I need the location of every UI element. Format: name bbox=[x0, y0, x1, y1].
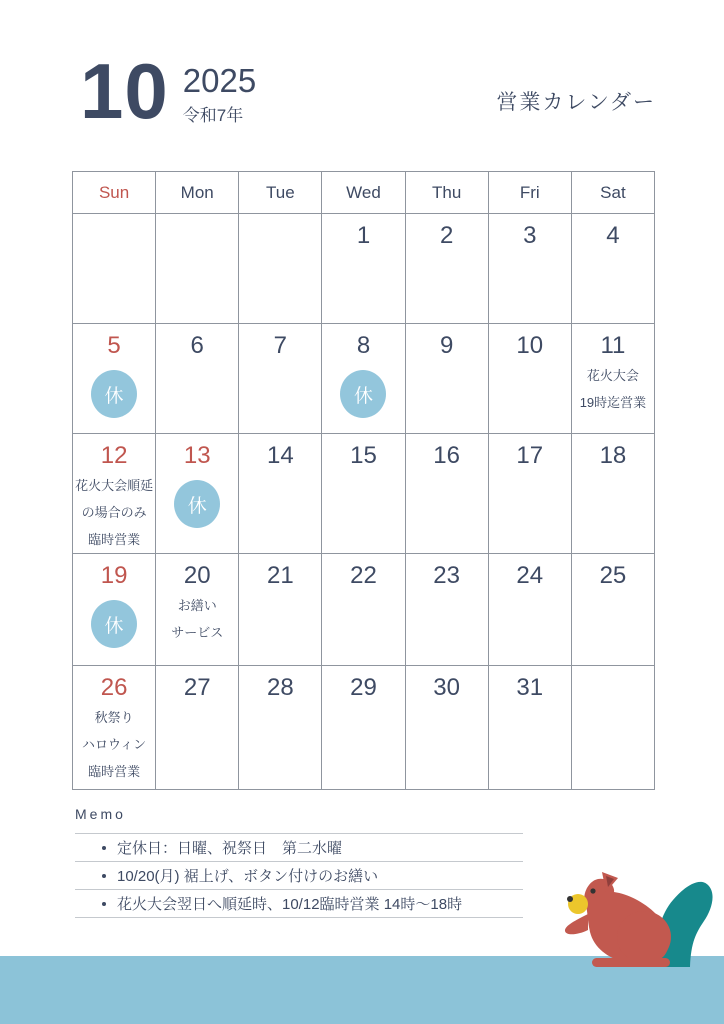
page-title: 営業カレンダー bbox=[496, 91, 656, 114]
day-number: 8 bbox=[356, 332, 371, 359]
day-cell-10 bbox=[488, 324, 571, 434]
squirrel-eye bbox=[590, 888, 595, 893]
closed-day-badge: 休 bbox=[91, 600, 137, 648]
day-number: 22 bbox=[350, 562, 377, 589]
week-row bbox=[73, 434, 655, 554]
day-note: 19時迄営業 bbox=[579, 395, 647, 410]
day-number: 11 bbox=[600, 332, 626, 359]
memo-item-text: 花火大会翌日へ順延時、10/12臨時営業 14時〜18時 bbox=[117, 896, 463, 913]
day-cell-26 bbox=[73, 666, 156, 790]
day-number: 12 bbox=[100, 442, 128, 469]
memo-section bbox=[75, 806, 523, 918]
day-number: 14 bbox=[267, 442, 294, 469]
day-cell-18 bbox=[571, 434, 654, 554]
calendar-body bbox=[73, 214, 655, 790]
day-number: 20 bbox=[183, 562, 211, 589]
year-label: 2025 bbox=[182, 62, 257, 99]
empty-day-cell bbox=[239, 214, 322, 324]
day-number: 19 bbox=[100, 562, 128, 589]
day-note: 臨時営業 bbox=[88, 764, 141, 779]
day-cell-1 bbox=[322, 214, 405, 324]
day-number: 29 bbox=[350, 674, 377, 701]
squirrel-haunch bbox=[617, 911, 671, 963]
day-cell-28 bbox=[239, 666, 322, 790]
day-note: ハロウィン bbox=[81, 737, 147, 752]
day-number: 5 bbox=[107, 332, 121, 359]
day-cell-7 bbox=[239, 324, 322, 434]
day-cell-25 bbox=[571, 554, 654, 666]
memo-list bbox=[75, 833, 523, 918]
memo-item bbox=[75, 862, 523, 890]
weekday-header-row bbox=[73, 172, 655, 214]
day-number: 13 bbox=[183, 442, 211, 469]
day-note: 花火大会 bbox=[586, 368, 639, 383]
memo-item bbox=[75, 834, 523, 862]
day-cell-8 bbox=[322, 324, 405, 434]
week-row bbox=[73, 554, 655, 666]
memo-item bbox=[75, 890, 523, 918]
day-note: サービス bbox=[171, 625, 224, 640]
calendar-table bbox=[72, 171, 655, 790]
day-cell-15 bbox=[322, 434, 405, 554]
squirrel-illustration bbox=[558, 870, 718, 970]
day-note: お繕い bbox=[177, 598, 217, 613]
day-cell-6 bbox=[156, 324, 239, 434]
closed-day-badge: 休 bbox=[91, 370, 137, 418]
closed-day-badge: 休 bbox=[340, 370, 386, 418]
day-number: 16 bbox=[433, 442, 460, 469]
day-cell-29 bbox=[322, 666, 405, 790]
day-number: 2 bbox=[439, 222, 454, 249]
day-number: 17 bbox=[516, 442, 544, 469]
day-cell-5 bbox=[73, 324, 156, 434]
weekday-header-fri: Fri bbox=[488, 172, 571, 214]
empty-day-cell bbox=[73, 214, 156, 324]
day-number: 31 bbox=[516, 674, 544, 701]
page-header bbox=[80, 47, 656, 135]
empty-day-cell bbox=[571, 666, 654, 790]
day-number: 24 bbox=[516, 562, 544, 589]
bullet-icon bbox=[102, 874, 106, 878]
day-number: 7 bbox=[273, 332, 288, 359]
week-row bbox=[73, 666, 655, 790]
day-cell-9 bbox=[405, 324, 488, 434]
day-cell-20 bbox=[156, 554, 239, 666]
day-number: 9 bbox=[439, 332, 454, 359]
day-cell-19 bbox=[73, 554, 156, 666]
day-number: 25 bbox=[599, 562, 627, 589]
weekday-header-mon: Mon bbox=[156, 172, 239, 214]
day-number: 30 bbox=[433, 674, 460, 701]
weekday-header-tue: Tue bbox=[239, 172, 322, 214]
day-cell-11 bbox=[571, 324, 654, 434]
day-note: 花火大会順延 bbox=[75, 478, 154, 493]
year-block bbox=[183, 64, 256, 126]
day-cell-2 bbox=[405, 214, 488, 324]
day-note: の場合のみ bbox=[81, 505, 147, 520]
day-cell-21 bbox=[239, 554, 322, 666]
era-year-label: 令和7年 bbox=[182, 106, 244, 125]
day-cell-14 bbox=[239, 434, 322, 554]
weekday-header-sun: Sun bbox=[73, 172, 156, 214]
memo-title: Memo bbox=[75, 806, 126, 822]
weekday-header-wed: Wed bbox=[322, 172, 405, 214]
day-note: 臨時営業 bbox=[88, 532, 141, 547]
day-cell-12 bbox=[73, 434, 156, 554]
day-cell-16 bbox=[405, 434, 488, 554]
day-cell-3 bbox=[488, 214, 571, 324]
squirrel-paw bbox=[565, 914, 588, 934]
weekday-header-sat: Sat bbox=[571, 172, 654, 214]
day-number: 27 bbox=[183, 674, 211, 701]
squirrel-feet bbox=[592, 958, 670, 967]
day-cell-4 bbox=[571, 214, 654, 324]
empty-day-cell bbox=[156, 214, 239, 324]
day-cell-13 bbox=[156, 434, 239, 554]
day-cell-24 bbox=[488, 554, 571, 666]
bullet-icon bbox=[102, 846, 106, 850]
day-number: 28 bbox=[267, 674, 294, 701]
closed-day-badge: 休 bbox=[174, 480, 220, 528]
week-row bbox=[73, 214, 655, 324]
week-row bbox=[73, 324, 655, 434]
day-number: 21 bbox=[267, 562, 294, 589]
month-number: 10 bbox=[80, 47, 169, 135]
day-note: 秋祭り bbox=[94, 710, 134, 725]
memo-item-text: 10/20(月) 裾上げ、ボタン付けのお繕い bbox=[117, 868, 379, 885]
squirrel-nose bbox=[567, 896, 573, 902]
day-number: 18 bbox=[599, 442, 627, 469]
memo-item-text: 定休日：日曜、祝祭日 第二水曜 bbox=[117, 840, 343, 857]
day-number: 15 bbox=[350, 442, 377, 469]
weekday-header-thu: Thu bbox=[405, 172, 488, 214]
day-number: 10 bbox=[516, 332, 544, 359]
day-number: 26 bbox=[100, 674, 128, 701]
day-cell-23 bbox=[405, 554, 488, 666]
bullet-icon bbox=[102, 902, 106, 906]
day-cell-31 bbox=[488, 666, 571, 790]
day-cell-17 bbox=[488, 434, 571, 554]
day-number: 23 bbox=[433, 562, 460, 589]
day-cell-30 bbox=[405, 666, 488, 790]
day-number: 6 bbox=[190, 332, 204, 359]
day-cell-27 bbox=[156, 666, 239, 790]
day-number: 3 bbox=[523, 222, 537, 249]
day-cell-22 bbox=[322, 554, 405, 666]
day-number: 1 bbox=[356, 222, 371, 249]
day-number: 4 bbox=[606, 222, 620, 249]
